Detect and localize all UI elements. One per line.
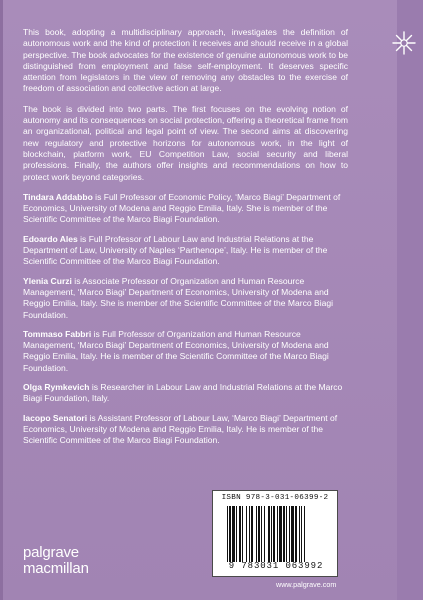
barcode-bar (246, 506, 247, 562)
author-name: Tindara Addabbo (23, 191, 93, 202)
barcode-bar (264, 506, 265, 562)
back-cover-text (23, 27, 348, 455)
barcode-bar (279, 506, 282, 562)
barcode-bar (249, 506, 250, 562)
description-paragraph-1: This book, adopting a multidisciplinary approach, investigates the definition of autonomous work and the kind of protection it receives and should receive in a global perspective. The book advocates for the existence of genuine autonomous work to be distinguished from employment and false self-employment. It deserves specific attention from legislators in the view of removing any obstacles to the exercise of freedom of association and collective action at large. (23, 27, 348, 94)
author-bio (23, 276, 348, 321)
publisher-name-line2: macmillan (23, 560, 89, 577)
author-name: Iacopo Senatori (23, 412, 88, 423)
author-bio (23, 192, 348, 226)
barcode-bar (271, 506, 272, 562)
barcode-bar (229, 506, 231, 562)
description-paragraph-2: The book is divided into two parts. The first focuses on the evolving notion of autonomy and its consequences on social protection, offering a theoretical frame from an organizational, political and legal point of view. The second aims at discovering new regulatory and protective horizons for autonomous work, in the light of blockchain, platform work, EU Competition Law, social security and liberal professions. Finally, the authors offer insights and recommendations on how to protect work beyond categories. (23, 103, 348, 182)
barcode-bar (256, 506, 257, 562)
barcode-bar (227, 506, 228, 562)
barcode-bar (295, 506, 297, 562)
author-bio-text: is Full Professor of Organization and Human Resource Management, ‘Marco Biagi’ Department of Economics, University of Modena and Reggio Emilia, Italy. He is member of the Scientific Committee of the Marco Biagi Foundation. (23, 328, 329, 373)
barcode-bar (283, 506, 285, 562)
author-bio-text: is Assistant Professor of Labour Law, ‘Marco Biagi’ Department of Economics, University of Modena and Reggio Emilia, Italy. He is member of the Scientific Committee of the Marco Biagi Foundation. (23, 412, 338, 446)
barcode-bar (277, 506, 278, 562)
author-bio (23, 382, 348, 405)
barcode-bar (242, 506, 243, 562)
barcode-bar (268, 506, 270, 562)
author-name: Ylenia Curzi (23, 275, 72, 286)
publisher-logo (23, 545, 89, 577)
author-bio (23, 329, 348, 374)
barcode-bar (251, 506, 253, 562)
author-name: Olga Rymkevich (23, 382, 90, 393)
isbn-barcode-box (212, 490, 338, 577)
publisher-website: www.palgrave.com (276, 580, 337, 589)
barcode-bar (299, 506, 300, 562)
barcode-bar (239, 506, 241, 562)
author-bio-text: is Researcher in Labour Law and Industrial Relations at the Marco Biagi Foundation, Italy. (23, 382, 343, 404)
author-name: Edoardo Ales (23, 233, 78, 244)
barcode-digits: 9 783031 063992 (228, 561, 324, 571)
author-bio-text: is Full Professor of Economic Policy, ‘Marco Biagi’ Department of Economics, University of Modena and Reggio Emilia, Italy. She is member of the Scientific Committee of the Marco Biagi Foundation. (23, 191, 341, 225)
palgrave-sparkle-logo-icon (389, 28, 419, 58)
barcode-bar (301, 506, 302, 562)
barcode-bar (258, 506, 260, 562)
barcode-bar (273, 506, 275, 562)
barcode-bar (232, 506, 235, 562)
spine-edge (0, 0, 3, 600)
barcode-bar (261, 506, 262, 562)
barcode (227, 506, 333, 562)
author-bio (23, 413, 348, 447)
author-bio-text: is Associate Professor of Organization and Human Resource Management, ‘Marco Biagi’ Department of Economics, University of Modena and Reggio Emilia, Italy. She is member of the Scientific Committee of the Marco Biagi Foundation. (23, 275, 334, 320)
barcode-bar (236, 506, 237, 562)
barcode-bar (291, 506, 294, 562)
barcode-bar (289, 506, 290, 562)
author-bio-text: is Full Professor of Labour Law and Industrial Relations at the Department of Law, University of Naples ‘Parthenope’, Italy. He is member of the Scientific Committee of the Marco Biagi Foundation. (23, 233, 328, 267)
author-name: Tommaso Fabbri (23, 328, 92, 339)
author-bio (23, 234, 348, 268)
barcode-bar (304, 506, 305, 562)
publisher-name-line1: palgrave (23, 544, 79, 561)
isbn-label: ISBN 978-3-031-06399-2 (221, 494, 329, 502)
barcode-bar (286, 506, 287, 562)
logo-strip (397, 0, 423, 600)
